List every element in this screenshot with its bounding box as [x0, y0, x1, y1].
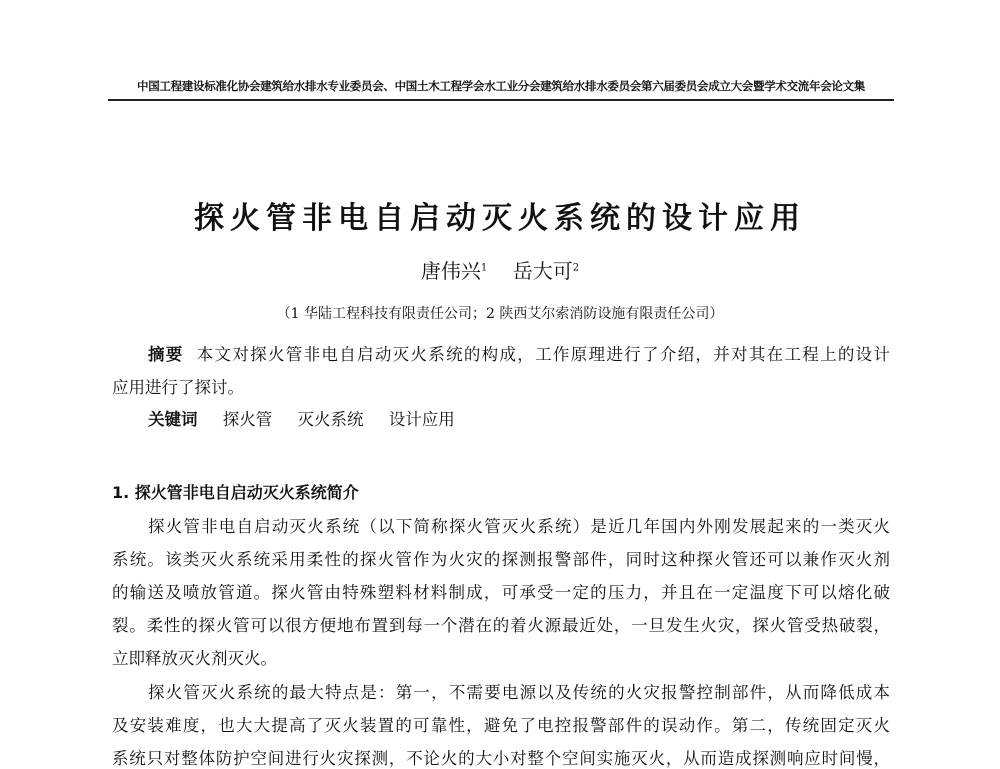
- paragraph-line: 及安装难度，也大大提高了灭火装置的可靠性，避免了电控报警部件的误动作。第二，传统固定灭火: [112, 716, 890, 735]
- running-header: 中国工程建设标准化协会建筑给水排水专业委员会、中国土木工程学会水工业分会建筑给水排水委员会第六届委员会成立大会暨学术交流年会论文集: [137, 79, 865, 93]
- paragraph-line: 探火管非电自启动灭火系统（以下简称探火管灭火系统）是近几年国内外刚发展起来的一类灭火: [148, 517, 890, 536]
- abstract-label: 摘要: [148, 345, 184, 364]
- abstract-line: 应用进行了探讨。: [112, 378, 244, 397]
- keyword: 灭火系统: [297, 410, 364, 429]
- keyword: 探火管: [222, 410, 273, 429]
- header-rule: [108, 99, 894, 101]
- authors: [0, 255, 1000, 284]
- paragraph-line: 系统。该类灭火系统采用柔性的探火管作为火灾的探测报警部件，同时这种探火管还可以兼作灭火剂: [112, 550, 890, 569]
- author-name: 唐伟兴: [420, 259, 481, 283]
- keywords: [148, 406, 475, 430]
- keyword: 设计应用: [388, 410, 455, 429]
- paragraph-line: 立即释放灭火剂灭火。: [112, 649, 277, 668]
- paper-title: 探火管非电自启动灭火系统的设计应用: [194, 201, 806, 236]
- section-heading: 1. 探火管非电自启动灭火系统简介: [112, 483, 359, 502]
- author-name: 岳大可: [512, 259, 573, 283]
- paragraph-line: 探火管灭火系统的最大特点是：第一，不需要电源以及传统的火灾报警控制部件，从而降低成本: [148, 683, 890, 702]
- author-sup: 2: [572, 262, 580, 274]
- keywords-label: 关键词: [148, 410, 198, 429]
- author-sup: 1: [480, 262, 488, 274]
- affiliation: （1 华陆工程科技有限责任公司；2 陕西艾尔索消防设施有限责任公司）: [276, 306, 724, 322]
- abstract-text: 本文对探火管非电自启动灭火系统的构成，工作原理进行了介绍，并对其在工程上的设计: [196, 345, 890, 364]
- abstract-line: [112, 341, 890, 365]
- paragraph-line: 的输送及喷放管道。探火管由特殊塑料材料制成，可承受一定的压力，并且在一定温度下可以熔化破: [112, 583, 890, 602]
- paragraph-line: 裂。柔性的探火管可以很方便地布置到每一个潜在的着火源最近处，一旦发生火灾，探火管受热破裂，: [112, 616, 890, 635]
- paragraph-line: 系统只对整体防护空间进行火灾探测，不论火的大小对整个空间实施灭火，从而造成探测响应时间慢，: [112, 749, 890, 768]
